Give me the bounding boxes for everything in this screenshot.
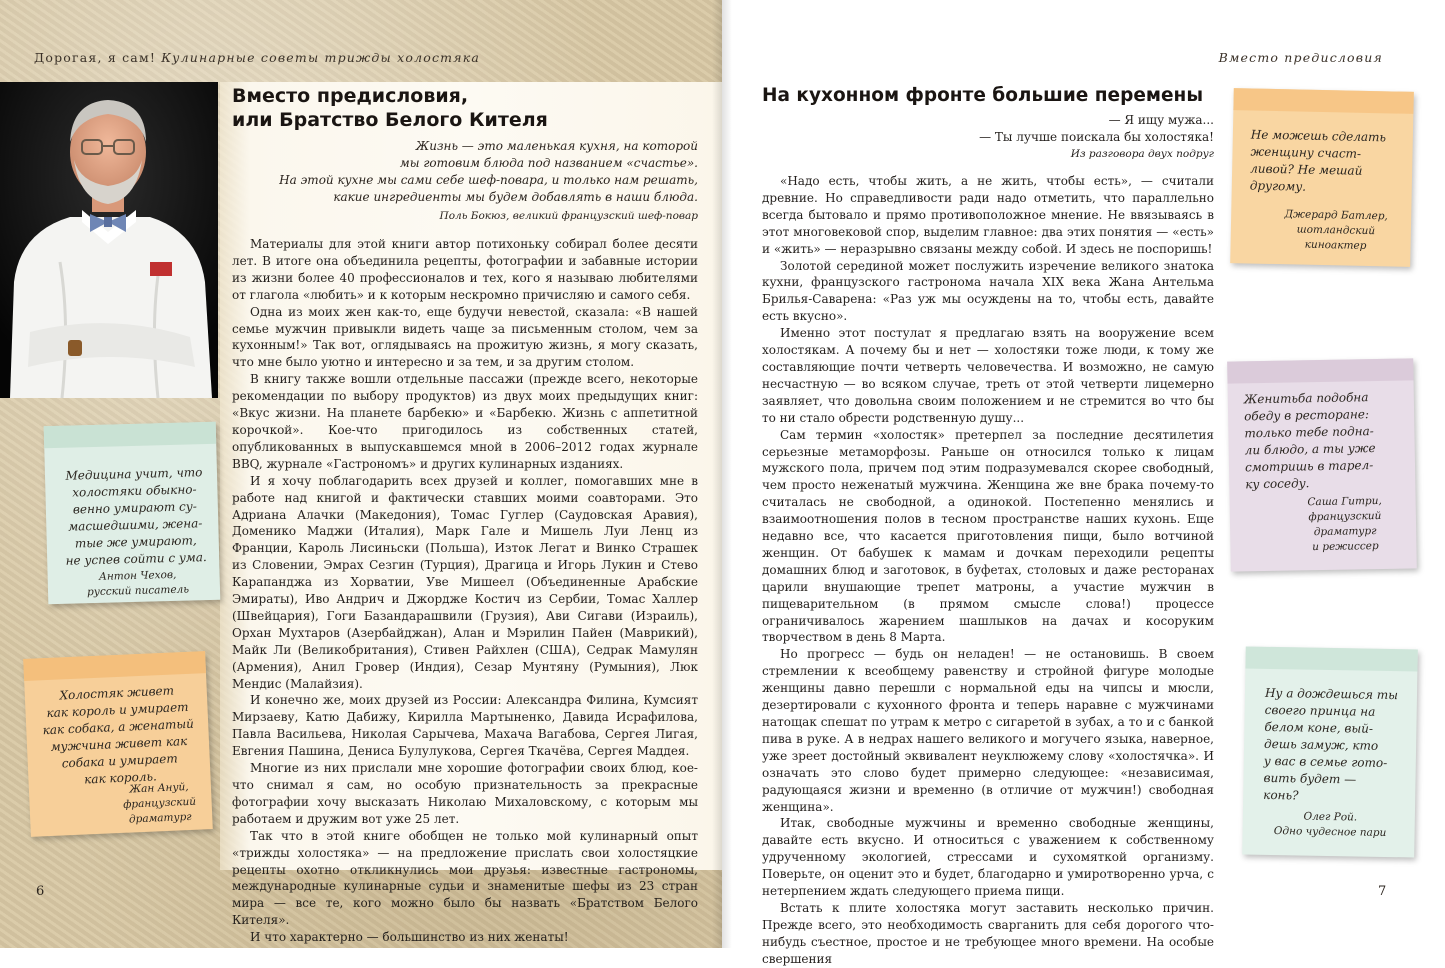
quote-line: собака и умирает xyxy=(61,751,179,771)
quote-line: только тебе подна- xyxy=(1244,424,1374,441)
left-article-title xyxy=(232,84,698,132)
paragraph: Материалы для этой книги автор потихоньку собирал более десяти лет. В итоге она объединила рецепты, фотографии и забавные истории из жизни более 40 профессионалов и тех, кого я называю любителями от глагола «любить» и к которым нескромно причисляю и самого себя. xyxy=(232,237,698,302)
quote-note-roy xyxy=(1242,647,1418,858)
page-number-right: 7 xyxy=(1378,884,1387,899)
left-title-line-1: Вместо предисловия, xyxy=(232,85,469,107)
author-line: Джерард Батлер, xyxy=(1284,208,1388,223)
left-article xyxy=(232,84,698,946)
quote-line: Холостяк живет xyxy=(59,683,175,703)
note-quote xyxy=(1244,389,1408,494)
quote-line: обеду в ресторане: xyxy=(1244,407,1370,424)
quote-line: венно умирают су- xyxy=(72,499,197,517)
epigraph-source: Поль Бокюз, великий французский шеф-повар xyxy=(439,210,698,222)
note-quote xyxy=(1250,127,1406,198)
epigraph-line: — Я ищу мужа... xyxy=(1108,113,1214,127)
chef-portrait-illustration xyxy=(0,82,218,398)
quote-line: белом коне, вый- xyxy=(1264,719,1374,736)
paragraph: Именно этот постулат я предлагаю взять на вооружение всем холостякам. А почему бы и нет — холостяки тоже люди, к тому же составляющие почти четверть человечества. И возможно, не самую несчастную — во всяком случае, треть от этой четверти лицемерно заявляет, что довольна своим положением и не стремится во что бы то ни стало обрести родственную душу... xyxy=(762,326,1214,425)
right-article-title: На кухонном фронте большие перемены xyxy=(762,85,1204,106)
chef-photo xyxy=(0,82,218,398)
quote-line: своего принца на xyxy=(1264,702,1376,719)
paragraph: «Надо есть, чтобы жить, а не жить, чтобы есть», — считали древние. Но справедливости ради надо отметить, что параллельно всегда бытовало и прямо противоположное мнение. Не ввязываясь в этот многовековой спор, выделим главное: два этих понятия — «есть» и «жить» — неразрывно связаны между собой. И здесь не поспоришь! xyxy=(762,174,1214,256)
note-author xyxy=(1252,809,1408,842)
note-tape xyxy=(1227,358,1413,383)
author-line: Олег Рой. xyxy=(1303,810,1358,824)
epigraph-line: какие ингредиенты мы будем добавлять в наши блюда. xyxy=(333,190,698,204)
note-author xyxy=(1270,207,1401,255)
left-body-text xyxy=(232,236,698,946)
author-line: и режиссер xyxy=(1312,540,1379,554)
running-head-left xyxy=(34,50,480,65)
epigraph-line: — Ты лучше поискала бы холостяка! xyxy=(979,130,1214,144)
book-title: Дорогая, я сам! xyxy=(34,50,157,65)
paragraph: Так что в этой книге обобщен не только мой кулинарный опыт «трижды холостяка» — на предложение прислать свои холостяцкие рецепты охотно откликнулись мои друзья: известные гастрономы, международные кулинарные судьи и знаменитые шефы из 23 стран мира — все те, кого можно было бы назвать «Братством Белого Кителя». xyxy=(232,828,698,928)
quote-line: холостяки обыкно- xyxy=(72,482,197,500)
paragraph: Итак, свободные мужчины и временно свободные женщины, давайте есть вкусно. И относиться с уважением к собственному удрученному экологией, стрессами и сухомяткой организму. Поверьте, он оценит это и будет, благодарно и умиротворенно урча, с нетерпением ждать следующего приема пищи. xyxy=(762,816,1214,899)
book-subtitle: Кулинарные советы трижды холостяка xyxy=(161,50,481,65)
running-head-right: Вместо предисловия xyxy=(1218,50,1383,65)
paragraph: Сам термин «холостяк» претерпел за последние десятилетия серьезные метаморфозы. Раньше он относился только к лицам мужского пола, причем под этим подразумевался скорее свободный, чем просто неженатый мужчина. Женщина же вне брака почему-то считалась не свободной, а одинокой. Постепенно менялись и взаимоотношения полов в тесном пространстве наших кухонь. Еще недавно все, что касается приготовления пищи, было вотчиной женщин. От бабушек к мамам и дочкам переходили рецепты домашних блюд и заготовок, в буфетах, столовых и даже ресторанах царили внушающие трепет матроны, а участие мужчин в пищеварительном (в прямом смысле слова!) процессе ограничивалось жарением шашлыков на дачах и косоруким творчеством в день 8 Марта. xyxy=(762,427,1214,645)
author-line: шотландский xyxy=(1296,223,1376,238)
paragraph: Встать к плите холостяка могут заставить несколько причин. Прежде всего, это необходимость сварганить для себя дорогого что-нибудь съестное, простое и не требующее много времени. На особые свершения xyxy=(762,900,1214,966)
author-line: французский xyxy=(1308,509,1382,524)
author-line: французский xyxy=(122,795,197,811)
author-line: Одно чудесное пари xyxy=(1273,825,1387,839)
quote-line: у вас в семье гото- xyxy=(1263,753,1388,770)
note-tape xyxy=(1233,88,1413,114)
author-line: Саша Гитри, xyxy=(1307,494,1382,509)
quote-line: ли блюдо, а ты уже xyxy=(1244,441,1376,458)
paragraph: И конечно же, моих друзей из России: Александра Филина, Кумсият Мирзаеву, Катю Дабижу, Кирилла Мартыненко, Давида Исрафилова, Павла Васильева, Николая Сарычева, Махача Вагабова, Сергея Лигая, Евгения Пашина, Дениса Булулукова, Сергея Ткачёва, Сергея Маддея. xyxy=(232,693,698,759)
quote-line: Женитьба подобна xyxy=(1243,390,1369,407)
paragraph: Одна из моих жен как-то, еще будучи невестой, сказала: «В нашей семье мужчин привыкли видеть чаще за письменным столом, чем за кухонным!» Так вот, оглядываясь на прожитую жизнь, я могу сказать, что мне было уютно и интересно и за тем, и за другим столом. xyxy=(232,304,698,370)
paragraph: Но прогресс — будь он неладен! — не остановишь. В своем стремлении к всеобщему равенству и стройной фигуре молодые женщины давно перешли с нормальной еды на чипсы и мюсли, дезертировали с кухонного фронта и теперь наравне с мужчинами натощак спешат по утрам к метро с сигаретой в зубах, а то и с банкой пива в руке. А в недрах нашего великого и могучего языка, наверное, уже зреет достойный эквивалент неуклюжему слову «холостячка». И означать это слово будет примерно следующее: «независимая, радующаяся жизни и временно (в отличие от мужчин!) свободная женщина». xyxy=(762,647,1214,814)
quote-note-anouilh xyxy=(23,651,213,837)
quote-line: ливой? Не мешай xyxy=(1250,161,1363,178)
note-author xyxy=(1290,494,1401,556)
quote-line: Не можешь сделать xyxy=(1250,127,1387,145)
quote-line: женщину счаст- xyxy=(1250,144,1362,161)
epigraph-line: Жизнь — это маленькая кухня, на которой xyxy=(415,139,698,153)
quote-line: конь? xyxy=(1263,787,1299,803)
book-gutter xyxy=(712,0,732,948)
note-quote xyxy=(37,682,201,791)
quote-line: как собака, а женатый xyxy=(42,716,195,738)
quote-line: как король. xyxy=(83,769,158,787)
note-quote xyxy=(1263,685,1405,806)
note-author xyxy=(119,780,201,828)
note-quote xyxy=(59,464,212,570)
quote-line: дешь замуж, кто xyxy=(1264,736,1379,753)
note-author xyxy=(67,567,208,601)
author-line: русский писатель xyxy=(86,583,190,599)
quote-line: тые же умирают, xyxy=(74,533,197,551)
author-line: драматург xyxy=(128,810,192,826)
right-body-text xyxy=(762,173,1214,968)
paragraph: В книгу также вошли отдельные пассажи (прежде всего, некоторые рекомендации по выбору продуктов) из двух моих предыдущих книг: «Вкус жизни. На планете барбекю» и «Барбекю. Жизнь с аппетитной корочкой». Кое-что пригодилось из собственных статей, опубликованных в выпускавшемся мной в 2006–2012 годах журнале BBQ, журнале «Гастрономъ» и других кулинарных изданиях. xyxy=(232,372,698,471)
quote-note-chekhov xyxy=(44,422,221,604)
quote-line: не успев сойти с ума. xyxy=(65,550,207,568)
author-line: Жан Ануй, xyxy=(129,780,189,796)
paragraph: И я хочу поблагодарить всех друзей и коллег, помогавших мне в работе над книгой и фактически ставших моими соавторами. Это Адриана Алачки (Македония), Томас Гуглер (Саудовская Аравия), Доменико Маджи (Италия), Марк Гале и Мишель Луи Ленц из Франции, Кароль Лисиньски (Польша), Изток Легат и Винко Страшек из Словении, Эмрах Сезгин (Турция), Драгица и Игорь Лукин и Стево Карапанджа из Хорватии, Уве Мишеел (Объединенные Арабские Эмираты), Иво Андрич и Джордже Костич из Сербии, Томас Халлер (Швейцария), Гоги Базандарашвили (Грузия), Ави Сигави (Израиль), Орхан Мухтаров (Азербайджан), Алан и Мэрилин Пайен (Маврикий), Майк Ли (Великобритания), Стивен Райхлен (США), Седрак Мамулян (Армения), Анил Гровер (Индия), Сезар Мунтяну (Румыния), Люк Мендис (Малайзия). xyxy=(232,473,698,691)
quote-line: Медицина учит, что xyxy=(65,465,203,483)
quote-line: ку соседу. xyxy=(1245,476,1310,492)
right-article xyxy=(762,84,1214,968)
epigraph-line: мы готовим блюда под названием «счастье». xyxy=(399,156,698,170)
quote-note-guitry xyxy=(1227,358,1417,571)
quote-note-butler xyxy=(1230,88,1414,267)
page-number-left: 6 xyxy=(36,884,45,899)
note-tape xyxy=(44,422,217,448)
left-epigraph xyxy=(232,138,698,225)
quote-line: масшедшими, жена- xyxy=(68,516,203,534)
quote-line: как король и умирает xyxy=(46,699,189,721)
author-line: Антон Чехов, xyxy=(98,568,177,583)
quote-line: Ну а дождешься ты xyxy=(1264,685,1399,703)
right-epigraph xyxy=(762,112,1214,163)
epigraph-source: Из разговора двух подруг xyxy=(1070,148,1214,160)
note-tape xyxy=(1245,647,1417,672)
author-line: драматург xyxy=(1313,525,1377,539)
quote-line: мужчина живет как xyxy=(50,733,188,754)
paragraph: И что характерно — большинство из них женаты! xyxy=(250,930,569,945)
epigraph-line: На этой кухне мы сами себе шеф-повара, и только нам решать, xyxy=(279,173,698,187)
quote-line: смотришь в тарел- xyxy=(1244,458,1374,475)
paragraph: Золотой серединой может послужить изречение великого знатока кухни, французского гастронома начала XIX века Жана Антельма Брилья-Саварена: «Раз уж мы осуждены на то, чтобы есть, давайте есть вкусно». xyxy=(762,258,1214,324)
paragraph: Многие из них прислали мне хорошие фотографии своих блюд, кое-что снимал я сам, но особую признательность за прекрасные фотографии хочу высказать Николаю Михаловскому, с которым мы работаем и дружим вот уже 25 лет. xyxy=(232,761,698,826)
author-line: киноактер xyxy=(1304,238,1367,252)
quote-line: другому. xyxy=(1249,178,1307,194)
quote-line: вить будет — xyxy=(1263,770,1357,787)
left-title-line-2: или Братство Белого Кителя xyxy=(232,109,548,131)
